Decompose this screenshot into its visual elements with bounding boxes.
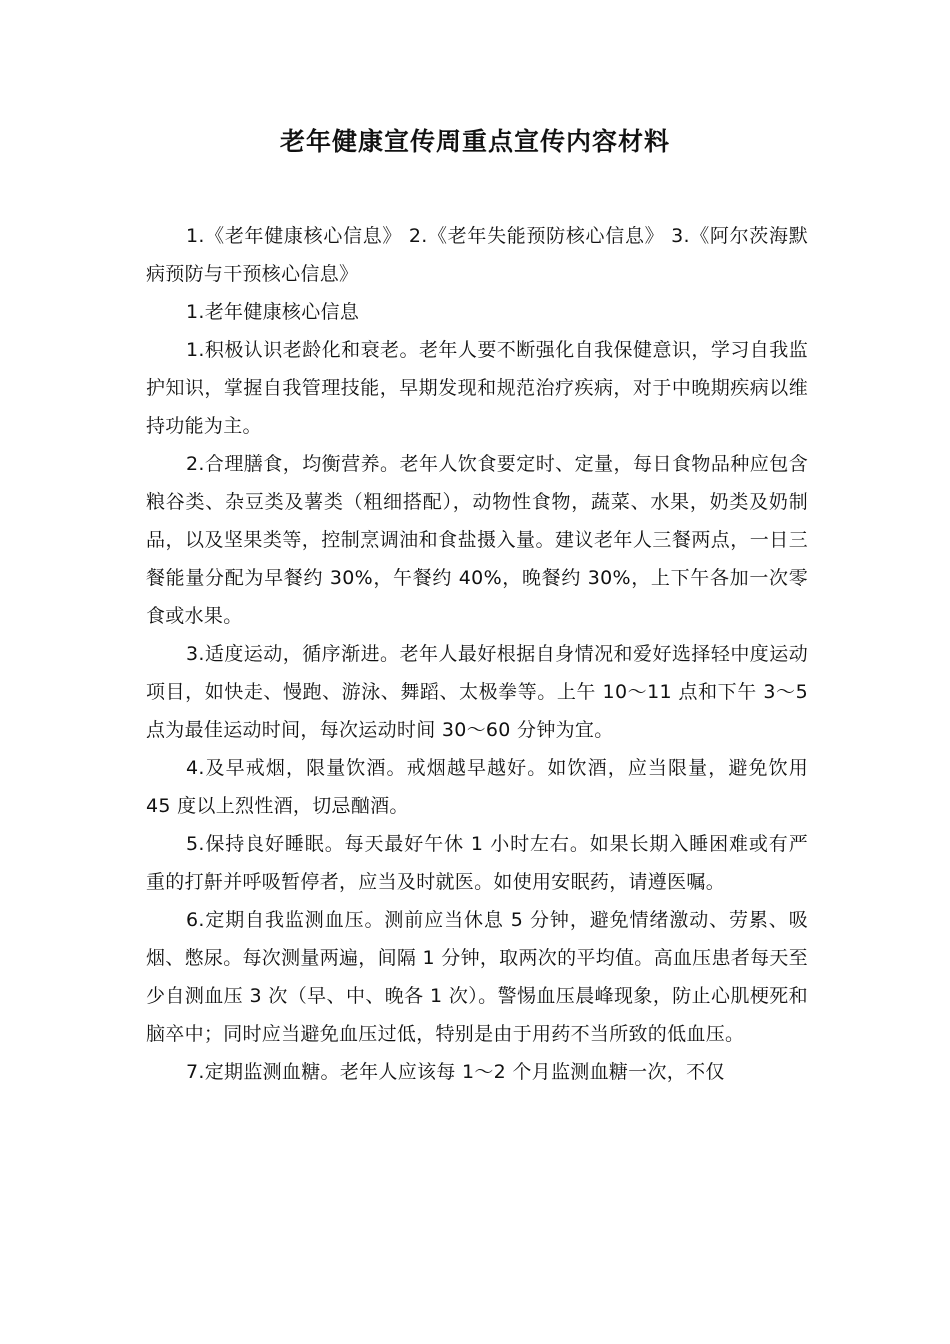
- paragraph-item-1: 1.积极认识老龄化和衰老。老年人要不断强化自我保健意识，学习自我监护知识，掌握自我管理技能，早期发现和规范治疗疾病，对于中晚期疾病以维持功能为主。: [146, 339, 808, 437]
- paragraph-section-heading: 1.老年健康核心信息: [186, 301, 360, 323]
- paragraph-item-5: 5.保持良好睡眠。每天最好午休 1 小时左右。如果长期入睡困难或有严重的打鼾并呼吸暂停者，应当及时就医。如使用安眠药，请遵医嘱。: [146, 833, 808, 893]
- paragraph-item-7: 7.定期监测血糖。老年人应该每 1～2 个月监测血糖一次，不仅: [186, 1061, 725, 1083]
- paragraph-item-2: 2.合理膳食，均衡营养。老年人饮食要定时、定量，每日食物品种应包含粮谷类、杂豆类及薯类（粗细搭配），动物性食物，蔬菜、水果，奶类及奶制品，以及坚果类等，控制烹调油和食盐摄入量。建议老年人三餐两点，一日三餐能量分配为早餐约 30%，午餐约 40%，晚餐约 30%，上下午各加一次零食或水果。: [146, 453, 808, 627]
- paragraph-reference-list: 1.《老年健康核心信息》 2.《老年失能预防核心信息》 3.《阿尔茨海默病预防与干预核心信息》: [146, 225, 808, 285]
- paragraph-item-3: 3.适度运动，循序渐进。老年人最好根据自身情况和爱好选择轻中度运动项目，如快走、慢跑、游泳、舞蹈、太极拳等。上午 10～11 点和下午 3～5 点为最佳运动时间，每次运动时间 30～60 分钟为宜。: [146, 643, 808, 741]
- document-title: 老年健康宣传周重点宣传内容材料: [279, 127, 670, 156]
- document-body: [146, 217, 808, 1091]
- paragraph-item-6: 6.定期自我监测血压。测前应当休息 5 分钟，避免情绪激动、劳累、吸烟、憋尿。每次测量两遍，间隔 1 分钟，取两次的平均值。高血压患者每天至少自测血压 3 次（早、中、晚各 1 次）。警惕血压晨峰现象，防止心肌梗死和脑卒中；同时应当避免血压过低，特别是由于用药不当所致的低血压。: [146, 909, 808, 1045]
- paragraph-item-4: 4.及早戒烟，限量饮酒。戒烟越早越好。如饮酒，应当限量，避免饮用 45 度以上烈性酒，切忌酗酒。: [146, 757, 808, 817]
